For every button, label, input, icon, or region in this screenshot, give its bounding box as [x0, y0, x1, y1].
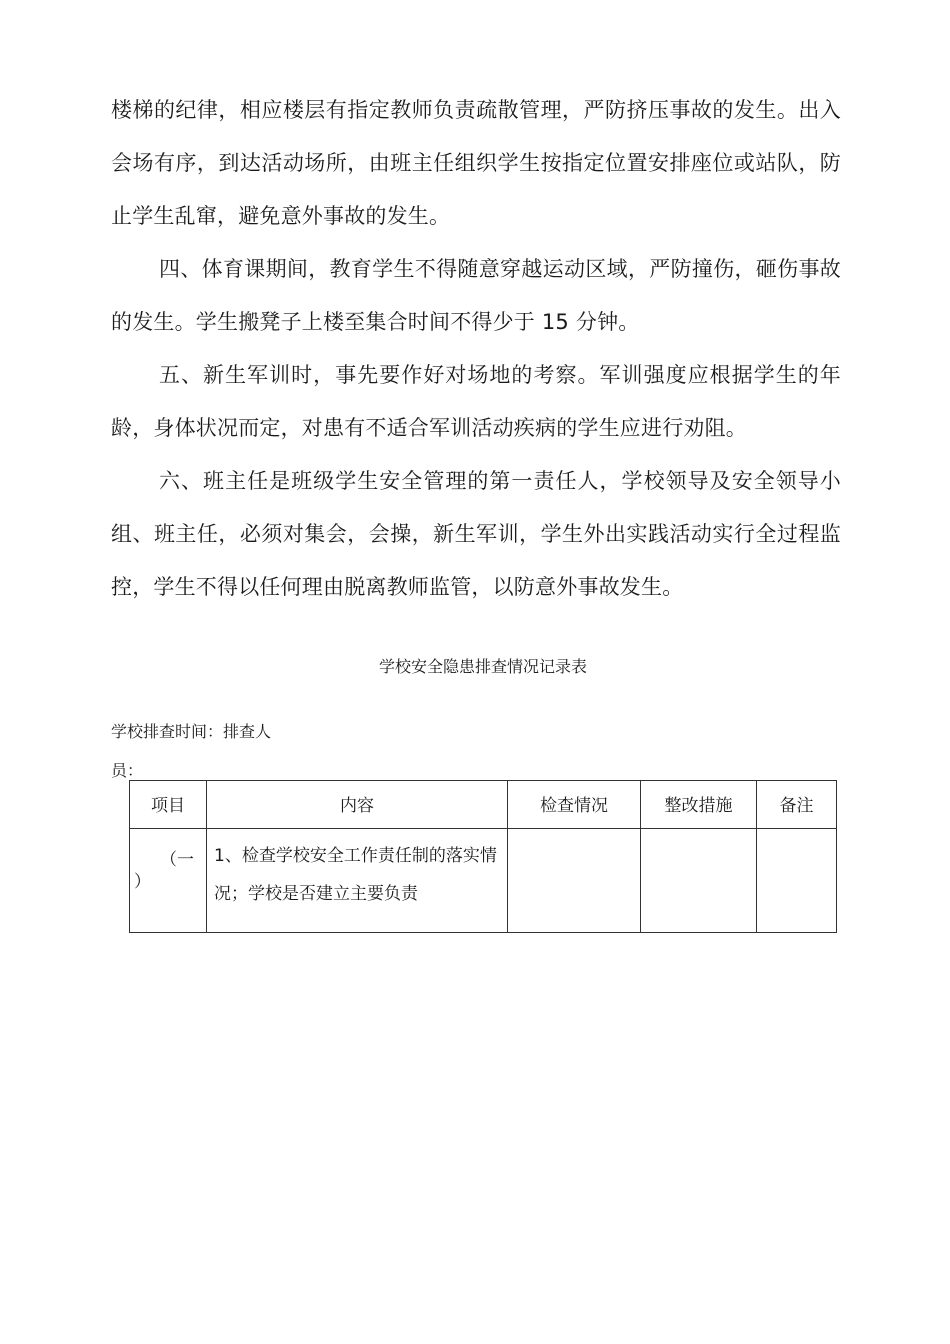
paragraph-pe-class: 四、体育课期间，教育学生不得随意穿越运动区域，严防撞伤，砸伤事故的发生。学生搬凳子上楼至集合时间不得少于 15 分钟。 [111, 257, 841, 334]
row-item-open: （一 [160, 850, 194, 870]
header-remarks: 备注 [757, 781, 837, 829]
paragraph-head-teacher: 六、班主任是班级学生安全管理的第一责任人，学校领导及安全领导小组、班主任，必须对集会，会操，新生军训，学生外出实践活动实行全过程监控，学生不得以任何理由脱离教师监管，以防意外事故发生。 [111, 469, 841, 599]
paragraph-stairs-discipline: 楼梯的纪律，相应楼层有指定教师负责疏散管理，严防挤压事故的发生。出入会场有序，到达活动场所，由班主任组织学生按指定位置安排座位或站队，防止学生乱窜，避免意外事故的发生。 [111, 98, 841, 228]
paragraph-military-training: 五、新生军训时，事先要作好对场地的考察。军训强度应根据学生的年龄，身体状况而定，对患有不适合军训活动疾病的学生应进行劝阻。 [111, 363, 841, 440]
header-check-status: 检查情况 [508, 781, 641, 829]
row-item-close: ） [134, 872, 151, 892]
row-fix-cell [641, 829, 757, 933]
header-content: 内容 [207, 781, 508, 829]
row-item-cell [130, 829, 207, 933]
table-row [130, 829, 837, 933]
inspection-meta-line2: 员： [111, 761, 144, 780]
header-rectification: 整改措施 [641, 781, 757, 829]
inspection-meta-line1: 学校排查时间：排查人 [111, 722, 272, 741]
table-title: 学校安全隐患排查情况记录表 [378, 657, 587, 676]
inspection-record-table [129, 780, 837, 933]
table-header-row [130, 781, 837, 829]
row-content-cell: 1、检查学校安全工作责任制的落实情况；学校是否建立主要负责 [207, 829, 508, 933]
header-item: 项目 [130, 781, 207, 829]
row-note-cell [757, 829, 837, 933]
row-check-cell [508, 829, 641, 933]
